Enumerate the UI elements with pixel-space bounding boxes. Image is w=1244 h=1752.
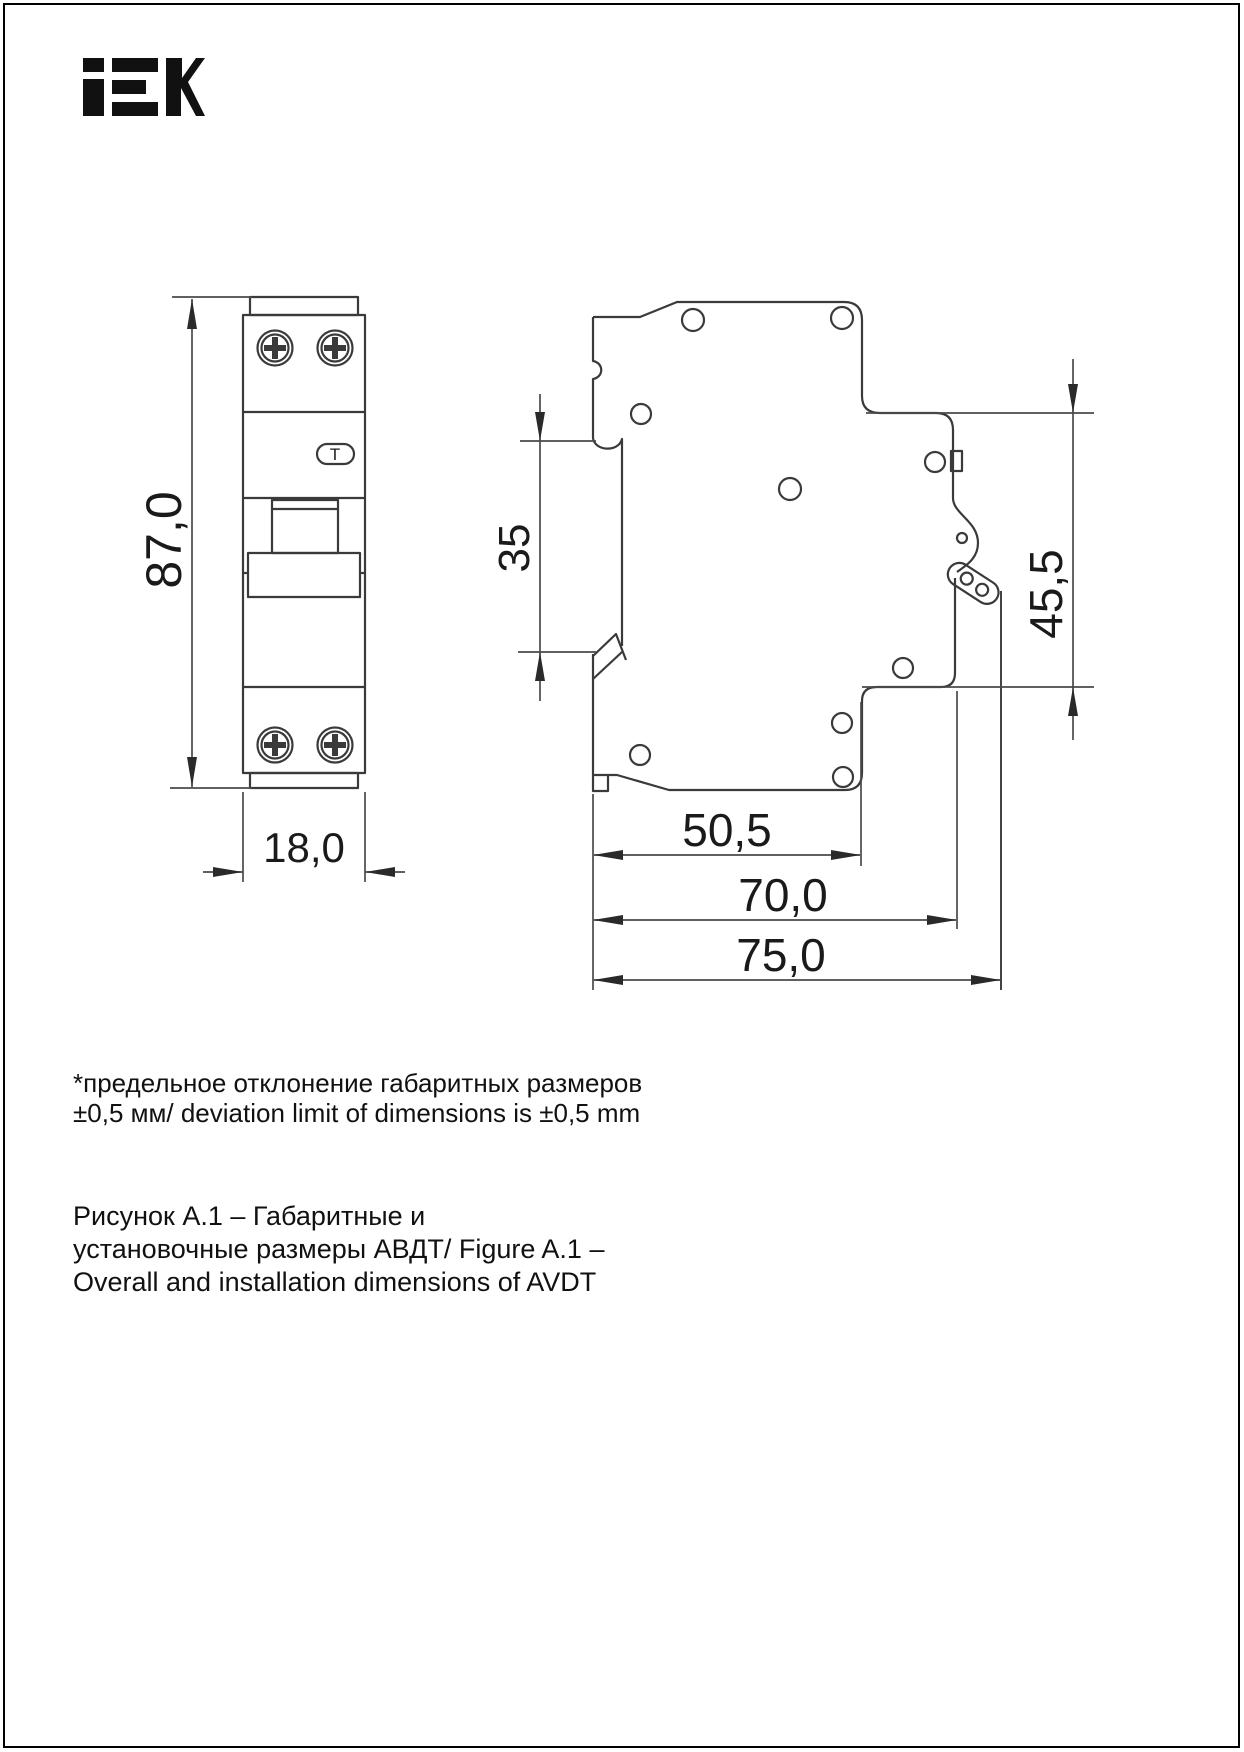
test-button-label: Т xyxy=(329,445,341,464)
dimension-depth-70 xyxy=(593,691,957,929)
footnote-line-1: *предельное отклонение габаритных размеров xyxy=(73,1068,643,1098)
breaker-front-body xyxy=(243,297,365,788)
dimension-width-18 xyxy=(203,792,405,882)
dim-label-18: 18,0 xyxy=(263,824,345,871)
screw-icon xyxy=(318,728,353,763)
dim-label-35: 35 xyxy=(490,523,539,573)
side-view xyxy=(490,302,1094,990)
screw-icon xyxy=(258,728,293,763)
dimension-din-35 xyxy=(490,394,596,701)
dimension-depth-75 xyxy=(593,929,1001,985)
dim-label-87: 87,0 xyxy=(136,491,192,589)
dim-label-75: 75,0 xyxy=(736,929,826,981)
footnote-line-2: ±0,5 мм/ deviation limit of dimensions is ±0,5 mm xyxy=(73,1098,641,1128)
dimension-install-50-5 xyxy=(593,702,861,866)
front-view xyxy=(136,297,405,882)
screw-icon xyxy=(258,331,293,366)
figure-caption xyxy=(73,1200,604,1299)
caption-line-2: установочные размеры АВДТ/ Figure A.1 – xyxy=(73,1234,605,1264)
screw-icon xyxy=(318,331,353,366)
din-clip-flap xyxy=(943,559,1002,609)
dim-label-50-5: 50,5 xyxy=(682,804,772,856)
caption-line-1: Рисунок А.1 – Габаритные и xyxy=(73,1201,426,1231)
caption-line-3: Overall and installation dimensions of AVDT xyxy=(73,1267,597,1297)
deviation-footnote xyxy=(73,1068,642,1128)
toggle-base xyxy=(248,553,360,597)
dim-label-70: 70,0 xyxy=(738,869,828,921)
rivet-holes xyxy=(630,307,945,787)
dimension-height-87 xyxy=(136,297,252,788)
dim-label-45-5: 45,5 xyxy=(1020,549,1072,639)
